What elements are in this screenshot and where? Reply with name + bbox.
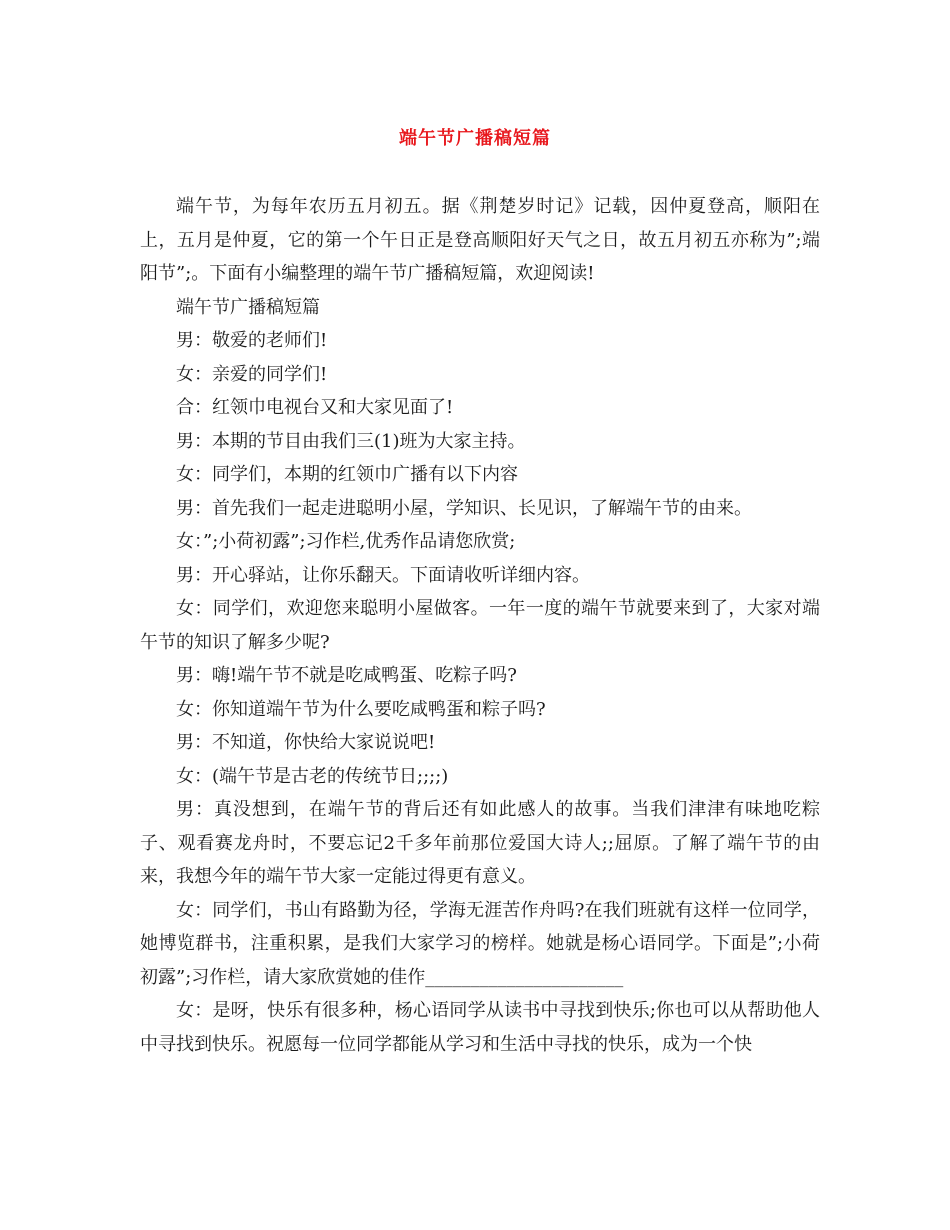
paragraph: 男：开心驿站，让你乐翻天。下面请收听详细内容。 [176,564,590,586]
paragraph: 男：敬爱的老师们! [176,330,328,351]
paragraph: 男：本期的节目由我们三(1)班为大家主持。 [176,430,526,452]
paragraph: 女：亲爱的同学们! [176,363,328,385]
paragraph: 男：首先我们一起走进聪明小屋，学知识、长见识，了解端午节的由来。 [176,497,752,519]
paragraph: 女：是呀，快乐有很多种，杨心语同学从读书中寻找到快乐;你也可以从帮助他人中寻找到快乐。祝愿每一位同学都能从学习和生活中寻找的快乐，成为一个快 [140,1000,820,1055]
paragraph: 端午节广播稿短篇 [176,296,320,318]
paragraph: 男：嗨!端午节不就是吃咸鸭蛋、吃粽子吗? [176,665,517,686]
paragraph: 端午节，为每年农历五月初五。据《荆楚岁时记》记载，因仲夏登高，顺阳在上，五月是仲夏，它的第一个午日正是登高顺阳好天气之日，故五月初五亦称为”;端阳节”;。下面有小编整理的端午节广播稿短篇，欢迎阅读! [140,196,820,284]
paragraph: 女：你知道端午节为什么要吃咸鸭蛋和粽子吗? [176,698,546,720]
document-title: 端午节广播稿短篇 [399,128,551,149]
paragraph: 女：(端午节是古老的传统节日;;;;) [176,765,449,787]
paragraph: 女：同学们，书山有路勤为径，学海无涯苦作舟吗?在我们班就有这样一位同学，她博览群书，注重积累，是我们大家学习的榜样。她就是杨心语同学。下面是”;小荷初露”;习作栏，请大家欣赏她的佳作______________________ [140,899,820,988]
document-body [140,190,820,1061]
paragraph: 合：红领巾电视台又和大家见面了! [176,397,454,418]
paragraph: 女：”;小荷初露”;习作栏,优秀作品请您欣赏; [176,531,516,552]
paragraph: 男：真没想到，在端午节的背后还有如此感人的故事。当我们津津有味地吃粽子、观看赛龙舟时，不要忘记2千多年前那位爱国大诗人;;屈原。了解了端午节的由来，我想今年的端午节大家一定能过得更有意义。 [140,799,820,887]
paragraph: 女：同学们，本期的红领巾广播有以下内容 [176,464,518,485]
paragraph: 女：同学们，欢迎您来聪明小屋做客。一年一度的端午节就要来到了，大家对端午节的知识了解多少呢? [140,598,820,653]
paragraph: 男：不知道，你快给大家说说吧! [176,732,436,753]
